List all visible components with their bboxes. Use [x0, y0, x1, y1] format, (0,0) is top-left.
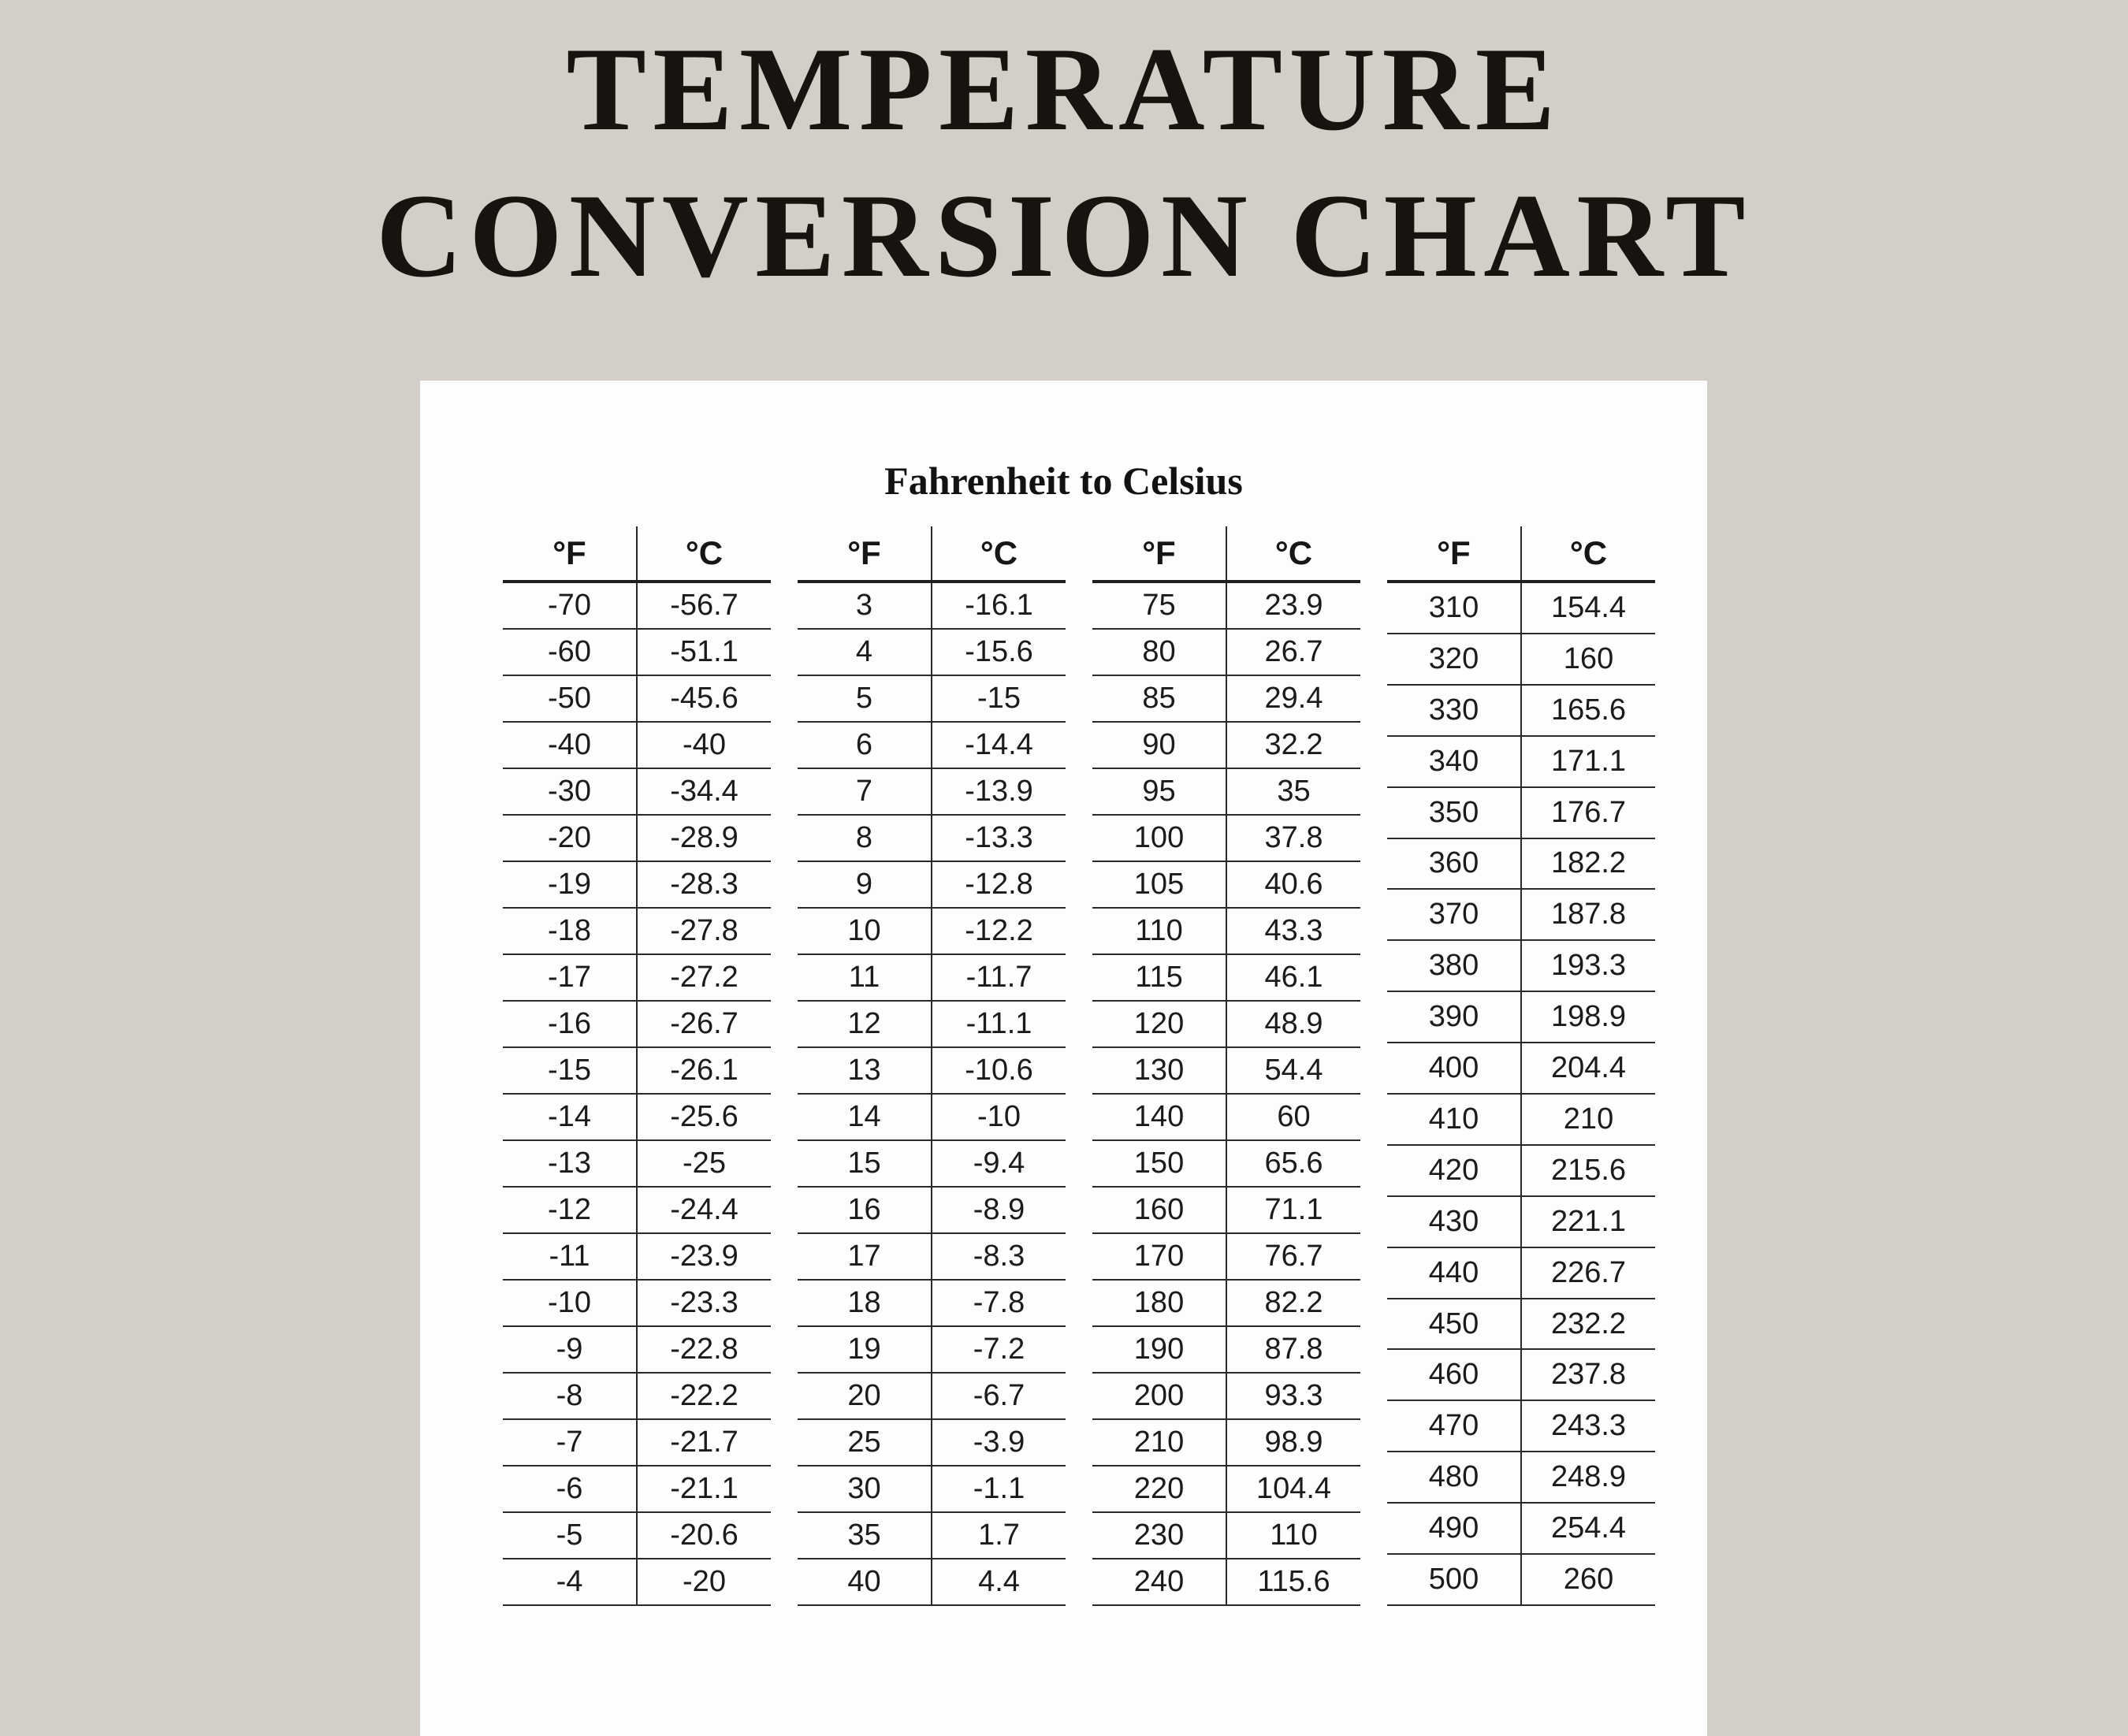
cell-celsius: -7.8: [932, 1280, 1066, 1326]
cell-fahrenheit: 95: [1092, 768, 1226, 815]
cell-fahrenheit: 105: [1092, 861, 1226, 908]
cell-celsius: 37.8: [1226, 815, 1360, 861]
cell-celsius: 40.6: [1226, 861, 1360, 908]
cell-fahrenheit: 160: [1092, 1187, 1226, 1233]
cell-celsius: 26.7: [1226, 629, 1360, 675]
table-row: [1387, 634, 1655, 685]
cell-fahrenheit: -5: [503, 1512, 637, 1559]
cell-celsius: -16.1: [932, 582, 1066, 629]
table-row: [1092, 1187, 1360, 1233]
table-row: [1387, 1400, 1655, 1452]
header-row: [798, 526, 1066, 582]
table-row: [503, 768, 771, 815]
cell-fahrenheit: 90: [1092, 722, 1226, 768]
header-row: [1092, 526, 1360, 582]
cell-fahrenheit: 340: [1387, 736, 1521, 787]
cell-celsius: 110: [1226, 1512, 1360, 1559]
table-row: [798, 1187, 1066, 1233]
conversion-table-group-1: [503, 526, 771, 1606]
table-row: [1092, 1373, 1360, 1419]
table-row: [798, 629, 1066, 675]
cell-celsius: 60: [1226, 1094, 1360, 1140]
table-row: [1387, 582, 1655, 634]
cell-celsius: 71.1: [1226, 1187, 1360, 1233]
cell-fahrenheit: -20: [503, 815, 637, 861]
cell-celsius: -6.7: [932, 1373, 1066, 1419]
cell-celsius: -24.4: [637, 1187, 771, 1233]
cell-celsius: 4.4: [932, 1559, 1066, 1605]
cell-fahrenheit: 170: [1092, 1233, 1226, 1280]
cell-fahrenheit: 100: [1092, 815, 1226, 861]
cell-celsius: -21.1: [637, 1466, 771, 1512]
cell-celsius: -11.7: [932, 954, 1066, 1001]
cell-celsius: -10: [932, 1094, 1066, 1140]
cell-celsius: 243.3: [1521, 1400, 1655, 1452]
table-row: [503, 1373, 771, 1419]
cell-celsius: -20: [637, 1559, 771, 1605]
page-title-line-2: CONVERSION CHART: [376, 169, 1752, 302]
cell-celsius: -8.3: [932, 1233, 1066, 1280]
cell-celsius: -20.6: [637, 1512, 771, 1559]
cell-celsius: -23.9: [637, 1233, 771, 1280]
cell-celsius: 29.4: [1226, 675, 1360, 722]
table-row: [1092, 1047, 1360, 1094]
cell-celsius: -28.3: [637, 861, 771, 908]
cell-fahrenheit: 500: [1387, 1554, 1521, 1605]
table-row: [798, 1001, 1066, 1047]
table-row: [1092, 768, 1360, 815]
table-row: [503, 1047, 771, 1094]
table-row: [503, 1512, 771, 1559]
table-row: [503, 954, 771, 1001]
cell-celsius: 23.9: [1226, 582, 1360, 629]
cell-celsius: 65.6: [1226, 1140, 1360, 1187]
cell-celsius: -26.7: [637, 1001, 771, 1047]
cell-celsius: -8.9: [932, 1187, 1066, 1233]
cell-celsius: 35: [1226, 768, 1360, 815]
cell-fahrenheit: 400: [1387, 1043, 1521, 1094]
cell-celsius: -28.9: [637, 815, 771, 861]
cell-celsius: 76.7: [1226, 1233, 1360, 1280]
table-row: [798, 582, 1066, 629]
cell-fahrenheit: 200: [1092, 1373, 1226, 1419]
cell-fahrenheit: 240: [1092, 1559, 1226, 1605]
table-row: [503, 908, 771, 954]
cell-celsius: -56.7: [637, 582, 771, 629]
cell-fahrenheit: 13: [798, 1047, 932, 1094]
table-row: [1387, 787, 1655, 838]
table-row: [798, 1419, 1066, 1466]
cell-fahrenheit: 220: [1092, 1466, 1226, 1512]
table-row: [1092, 815, 1360, 861]
header-row: [503, 526, 771, 582]
conversion-card: [420, 381, 1707, 1736]
table-row: [798, 861, 1066, 908]
cell-fahrenheit: -8: [503, 1373, 637, 1419]
table-row: [798, 1233, 1066, 1280]
cell-fahrenheit: 10: [798, 908, 932, 954]
table-row: [798, 815, 1066, 861]
cell-fahrenheit: 470: [1387, 1400, 1521, 1452]
cell-fahrenheit: 16: [798, 1187, 932, 1233]
cell-fahrenheit: 18: [798, 1280, 932, 1326]
page-title: [0, 16, 2128, 309]
cell-fahrenheit: 9: [798, 861, 932, 908]
table-row: [798, 1373, 1066, 1419]
cell-fahrenheit: 3: [798, 582, 932, 629]
table-row: [1387, 1503, 1655, 1554]
cell-fahrenheit: 350: [1387, 787, 1521, 838]
table-row: [1092, 629, 1360, 675]
table-row: [1387, 1196, 1655, 1247]
cell-celsius: 48.9: [1226, 1001, 1360, 1047]
cell-fahrenheit: 12: [798, 1001, 932, 1047]
cell-celsius: -45.6: [637, 675, 771, 722]
table-row: [1092, 1466, 1360, 1512]
cell-celsius: -27.2: [637, 954, 771, 1001]
cell-celsius: 187.8: [1521, 889, 1655, 940]
cell-fahrenheit: -15: [503, 1047, 637, 1094]
cell-celsius: -3.9: [932, 1419, 1066, 1466]
cell-celsius: -51.1: [637, 629, 771, 675]
cell-celsius: 182.2: [1521, 838, 1655, 890]
cell-fahrenheit: 430: [1387, 1196, 1521, 1247]
cell-celsius: -26.1: [637, 1047, 771, 1094]
table-row: [1387, 1247, 1655, 1299]
cell-celsius: 204.4: [1521, 1043, 1655, 1094]
cell-celsius: -13.3: [932, 815, 1066, 861]
cell-fahrenheit: 210: [1092, 1419, 1226, 1466]
cell-fahrenheit: 19: [798, 1326, 932, 1373]
table-row: [1092, 1140, 1360, 1187]
cell-celsius: 176.7: [1521, 787, 1655, 838]
header-cell-f: °F: [503, 526, 637, 582]
table-row: [798, 1326, 1066, 1373]
cell-fahrenheit: 15: [798, 1140, 932, 1187]
cell-celsius: 154.4: [1521, 582, 1655, 634]
cell-fahrenheit: 110: [1092, 908, 1226, 954]
card-heading: Fahrenheit to Celsius: [884, 459, 1243, 503]
table-row: [503, 1280, 771, 1326]
table-row: [503, 1094, 771, 1140]
table-row: [798, 954, 1066, 1001]
cell-fahrenheit: -17: [503, 954, 637, 1001]
conversion-table-group-3: [1092, 526, 1360, 1606]
cell-fahrenheit: 460: [1387, 1349, 1521, 1400]
cell-celsius: 32.2: [1226, 722, 1360, 768]
cell-fahrenheit: 7: [798, 768, 932, 815]
cell-fahrenheit: 85: [1092, 675, 1226, 722]
cell-fahrenheit: 17: [798, 1233, 932, 1280]
cell-fahrenheit: 320: [1387, 634, 1521, 685]
table-row: [1092, 1559, 1360, 1605]
cell-celsius: 210: [1521, 1094, 1655, 1145]
table-row: [1387, 1145, 1655, 1196]
cell-celsius: 54.4: [1226, 1047, 1360, 1094]
table-row: [503, 1140, 771, 1187]
table-row: [503, 1466, 771, 1512]
cell-celsius: -22.8: [637, 1326, 771, 1373]
table-row: [798, 1140, 1066, 1187]
cell-celsius: -13.9: [932, 768, 1066, 815]
cell-fahrenheit: -19: [503, 861, 637, 908]
cell-fahrenheit: -60: [503, 629, 637, 675]
cell-fahrenheit: 30: [798, 1466, 932, 1512]
cell-fahrenheit: -10: [503, 1280, 637, 1326]
cell-fahrenheit: -18: [503, 908, 637, 954]
table-row: [503, 722, 771, 768]
table-row: [1387, 838, 1655, 890]
cell-fahrenheit: 380: [1387, 940, 1521, 991]
cell-celsius: 215.6: [1521, 1145, 1655, 1196]
header-cell-f: °F: [798, 526, 932, 582]
header-cell-c: °C: [637, 526, 771, 582]
table-row: [1387, 1299, 1655, 1350]
table-row: [1092, 954, 1360, 1001]
cell-celsius: 193.3: [1521, 940, 1655, 991]
cell-fahrenheit: -12: [503, 1187, 637, 1233]
table-row: [1387, 940, 1655, 991]
table-row: [503, 675, 771, 722]
table-row: [503, 1187, 771, 1233]
cell-fahrenheit: 8: [798, 815, 932, 861]
table-row: [1387, 1094, 1655, 1145]
table-row: [798, 1047, 1066, 1094]
cell-fahrenheit: 25: [798, 1419, 932, 1466]
table-row: [1387, 991, 1655, 1043]
table-row: [1092, 1094, 1360, 1140]
table-row: [1092, 675, 1360, 722]
table-row: [503, 861, 771, 908]
table-row: [1092, 1233, 1360, 1280]
header-cell-f: °F: [1092, 526, 1226, 582]
table-row: [798, 1512, 1066, 1559]
table-row: [798, 768, 1066, 815]
cell-fahrenheit: 80: [1092, 629, 1226, 675]
table-row: [1092, 908, 1360, 954]
cell-fahrenheit: 310: [1387, 582, 1521, 634]
cell-celsius: 93.3: [1226, 1373, 1360, 1419]
cell-fahrenheit: 330: [1387, 685, 1521, 736]
cell-fahrenheit: 190: [1092, 1326, 1226, 1373]
cell-celsius: 237.8: [1521, 1349, 1655, 1400]
cell-fahrenheit: 40: [798, 1559, 932, 1605]
cell-celsius: -40: [637, 722, 771, 768]
cell-celsius: 87.8: [1226, 1326, 1360, 1373]
cell-celsius: -14.4: [932, 722, 1066, 768]
cell-celsius: -11.1: [932, 1001, 1066, 1047]
cell-fahrenheit: -50: [503, 675, 637, 722]
cell-fahrenheit: 450: [1387, 1299, 1521, 1350]
table-row: [798, 722, 1066, 768]
cell-celsius: 254.4: [1521, 1503, 1655, 1554]
cell-fahrenheit: -40: [503, 722, 637, 768]
cell-fahrenheit: 480: [1387, 1452, 1521, 1503]
table-row: [798, 1094, 1066, 1140]
cell-celsius: 226.7: [1521, 1247, 1655, 1299]
cell-fahrenheit: 140: [1092, 1094, 1226, 1140]
page-title-line-1: TEMPERATURE: [566, 23, 1562, 155]
table-row: [503, 629, 771, 675]
cell-celsius: -25: [637, 1140, 771, 1187]
cell-fahrenheit: 120: [1092, 1001, 1226, 1047]
cell-celsius: -34.4: [637, 768, 771, 815]
cell-fahrenheit: 180: [1092, 1280, 1226, 1326]
cell-fahrenheit: -16: [503, 1001, 637, 1047]
cell-celsius: 43.3: [1226, 908, 1360, 954]
cell-celsius: 160: [1521, 634, 1655, 685]
header-cell-c: °C: [1226, 526, 1360, 582]
table-row: [798, 908, 1066, 954]
cell-fahrenheit: -11: [503, 1233, 637, 1280]
cell-fahrenheit: 115: [1092, 954, 1226, 1001]
cell-celsius: -27.8: [637, 908, 771, 954]
cell-celsius: -15: [932, 675, 1066, 722]
cell-fahrenheit: 4: [798, 629, 932, 675]
table-row: [1387, 1452, 1655, 1503]
cell-fahrenheit: -13: [503, 1140, 637, 1187]
cell-celsius: -10.6: [932, 1047, 1066, 1094]
table-row: [503, 1233, 771, 1280]
cell-celsius: 1.7: [932, 1512, 1066, 1559]
cell-fahrenheit: 14: [798, 1094, 932, 1140]
cell-fahrenheit: -70: [503, 582, 637, 629]
cell-fahrenheit: 6: [798, 722, 932, 768]
cell-fahrenheit: -14: [503, 1094, 637, 1140]
cell-fahrenheit: 75: [1092, 582, 1226, 629]
cell-celsius: 98.9: [1226, 1419, 1360, 1466]
header-row: [1387, 526, 1655, 582]
cell-fahrenheit: -6: [503, 1466, 637, 1512]
table-row: [1387, 685, 1655, 736]
cell-celsius: -12.2: [932, 908, 1066, 954]
table-row: [503, 1419, 771, 1466]
cell-celsius: -7.2: [932, 1326, 1066, 1373]
cell-celsius: 165.6: [1521, 685, 1655, 736]
cell-celsius: 115.6: [1226, 1559, 1360, 1605]
table-row: [503, 1326, 771, 1373]
table-row: [1387, 1554, 1655, 1605]
table-row: [503, 1001, 771, 1047]
cell-fahrenheit: 130: [1092, 1047, 1226, 1094]
table-row: [1387, 1043, 1655, 1094]
cell-celsius: -9.4: [932, 1140, 1066, 1187]
cell-fahrenheit: 370: [1387, 889, 1521, 940]
table-row: [1092, 1326, 1360, 1373]
cell-fahrenheit: 360: [1387, 838, 1521, 890]
cell-celsius: -21.7: [637, 1419, 771, 1466]
cell-fahrenheit: -7: [503, 1419, 637, 1466]
conversion-table-group-4: [1387, 526, 1655, 1606]
table-row: [1092, 722, 1360, 768]
cell-celsius: 82.2: [1226, 1280, 1360, 1326]
cell-fahrenheit: -30: [503, 768, 637, 815]
header-cell-f: °F: [1387, 526, 1521, 582]
table-row: [1387, 736, 1655, 787]
conversion-table-group-2: [798, 526, 1066, 1606]
cell-fahrenheit: 230: [1092, 1512, 1226, 1559]
cell-fahrenheit: 440: [1387, 1247, 1521, 1299]
cell-celsius: -22.2: [637, 1373, 771, 1419]
table-row: [503, 815, 771, 861]
cell-celsius: 46.1: [1226, 954, 1360, 1001]
cell-celsius: -12.8: [932, 861, 1066, 908]
cell-fahrenheit: -9: [503, 1326, 637, 1373]
header-cell-c: °C: [932, 526, 1066, 582]
cell-celsius: 248.9: [1521, 1452, 1655, 1503]
table-row: [798, 675, 1066, 722]
table-row: [1387, 889, 1655, 940]
cell-fahrenheit: 35: [798, 1512, 932, 1559]
cell-fahrenheit: 420: [1387, 1145, 1521, 1196]
cell-fahrenheit: 20: [798, 1373, 932, 1419]
cell-fahrenheit: 490: [1387, 1503, 1521, 1554]
cell-celsius: -1.1: [932, 1466, 1066, 1512]
header-cell-c: °C: [1521, 526, 1655, 582]
cell-fahrenheit: 410: [1387, 1094, 1521, 1145]
cell-celsius: 221.1: [1521, 1196, 1655, 1247]
conversion-tables: [420, 526, 1707, 1606]
cell-celsius: 260: [1521, 1554, 1655, 1605]
table-row: [503, 1559, 771, 1605]
cell-fahrenheit: -4: [503, 1559, 637, 1605]
cell-celsius: 232.2: [1521, 1299, 1655, 1350]
cell-fahrenheit: 5: [798, 675, 932, 722]
table-row: [1387, 1349, 1655, 1400]
table-row: [503, 582, 771, 629]
table-row: [798, 1559, 1066, 1605]
cell-celsius: -25.6: [637, 1094, 771, 1140]
table-row: [798, 1280, 1066, 1326]
cell-celsius: 104.4: [1226, 1466, 1360, 1512]
cell-celsius: 198.9: [1521, 991, 1655, 1043]
cell-fahrenheit: 150: [1092, 1140, 1226, 1187]
table-row: [1092, 582, 1360, 629]
table-row: [1092, 1419, 1360, 1466]
table-row: [1092, 861, 1360, 908]
cell-celsius: -15.6: [932, 629, 1066, 675]
cell-fahrenheit: 11: [798, 954, 932, 1001]
table-row: [1092, 1001, 1360, 1047]
cell-celsius: 171.1: [1521, 736, 1655, 787]
cell-fahrenheit: 390: [1387, 991, 1521, 1043]
table-row: [1092, 1512, 1360, 1559]
table-row: [1092, 1280, 1360, 1326]
cell-celsius: -23.3: [637, 1280, 771, 1326]
table-row: [798, 1466, 1066, 1512]
